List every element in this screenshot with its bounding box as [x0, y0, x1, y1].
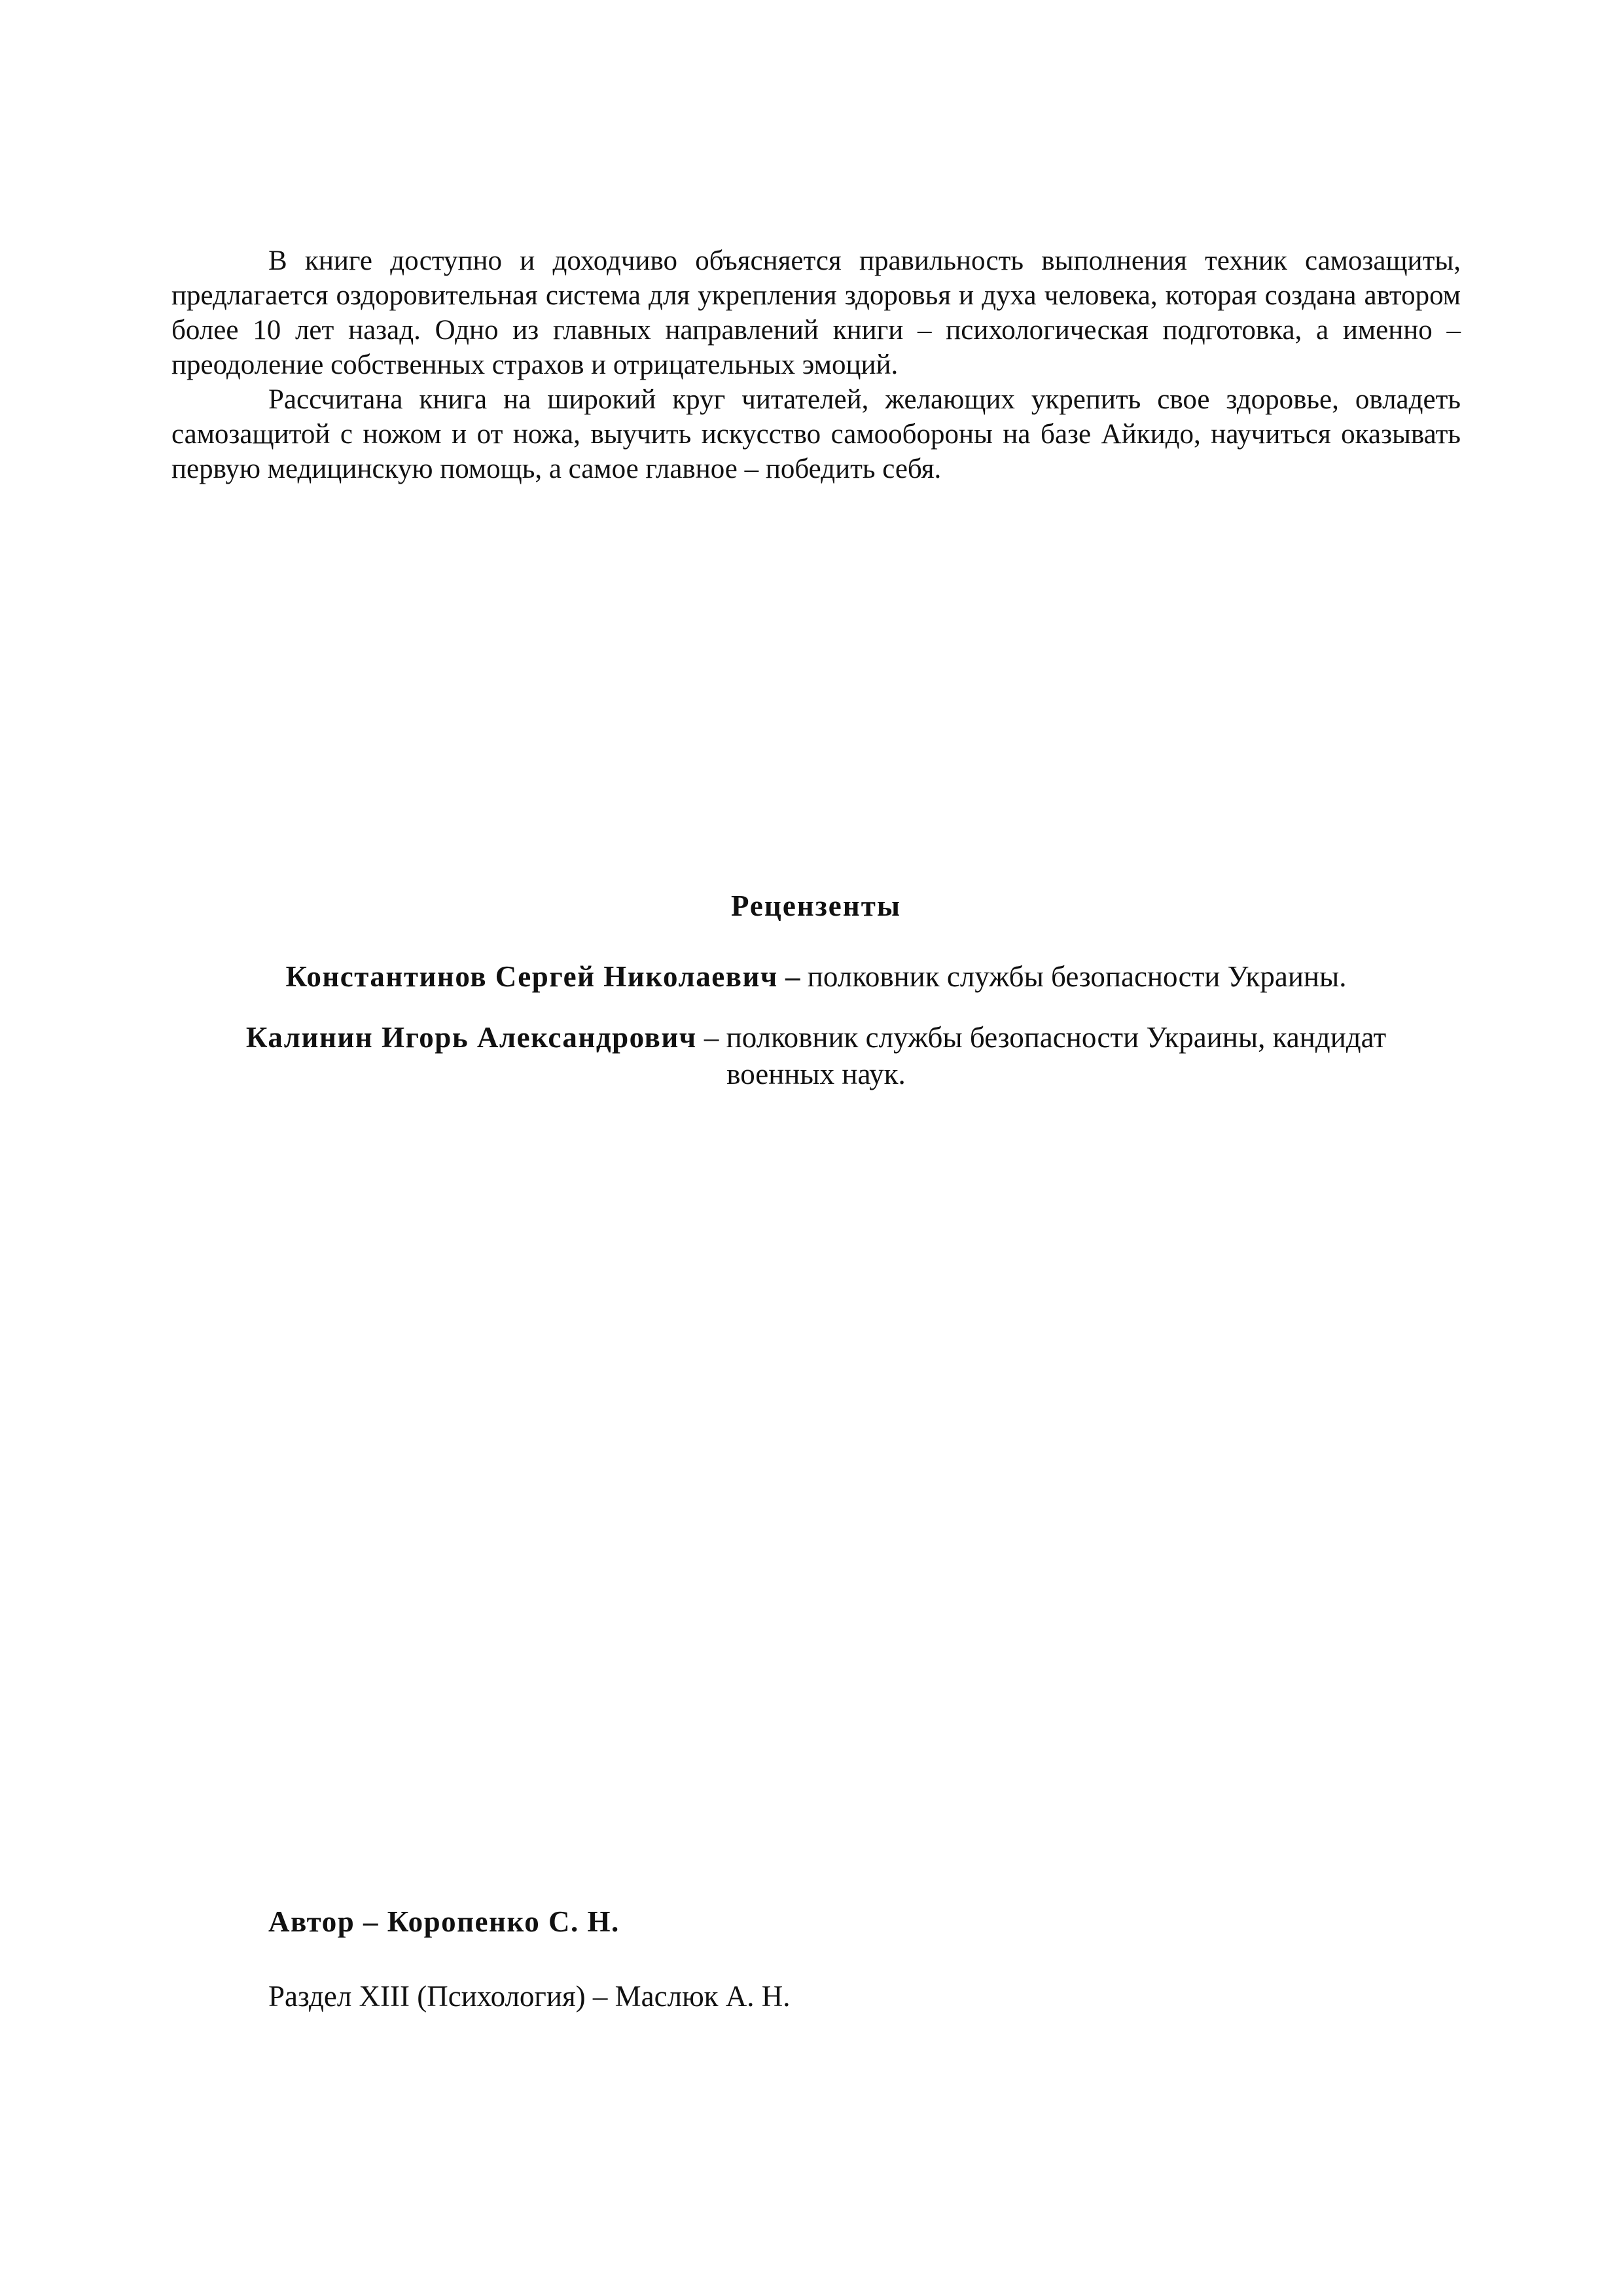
reviewer-entry — [171, 958, 1461, 995]
reviewer-description: полковник службы безопасности Украины. — [807, 960, 1347, 993]
reviewer-entry — [224, 1019, 1408, 1092]
reviewer-description: полковник службы безопасности Украины, кандидат военных наук. — [726, 1021, 1387, 1090]
reviewer-name: Константинов Сергей Николаевич — [285, 960, 778, 993]
reviewer-dash: – — [696, 1021, 726, 1054]
book-abstract — [171, 243, 1461, 486]
author-credit: Автор – Коропенко С. Н. — [268, 1905, 620, 1938]
section-credit: Раздел XIII (Психология) – Маслюк А. Н. — [268, 1980, 791, 2013]
abstract-paragraph: Рассчитана книга на широкий круг читателей, желающих укрепить свое здоровье, овладеть самозащитой с ножом и от ножа, выучить искусство самообороны на базе Айкидо, научиться оказывать первую медицинскую помощь, а самое главное – победить себя. — [171, 384, 1461, 484]
reviewer-name: Калинин Игорь Александрович — [245, 1021, 697, 1054]
reviewers-heading: Рецензенты — [731, 889, 901, 922]
credits-section — [268, 1903, 1381, 2015]
reviewer-dash: – — [777, 960, 808, 993]
abstract-paragraph: В книге доступно и доходчиво объясняется правильность выполнения техник самозащиты, предлагается оздоровительная система для укрепления здоровья и духа человека, которая создана автором более 10 лет назад. Одно из главных направлений книги – психологическая подготовка, а именно – преодоление собственных страхов и отрицательных эмоций. — [171, 245, 1461, 380]
reviewers-section — [171, 888, 1461, 1117]
